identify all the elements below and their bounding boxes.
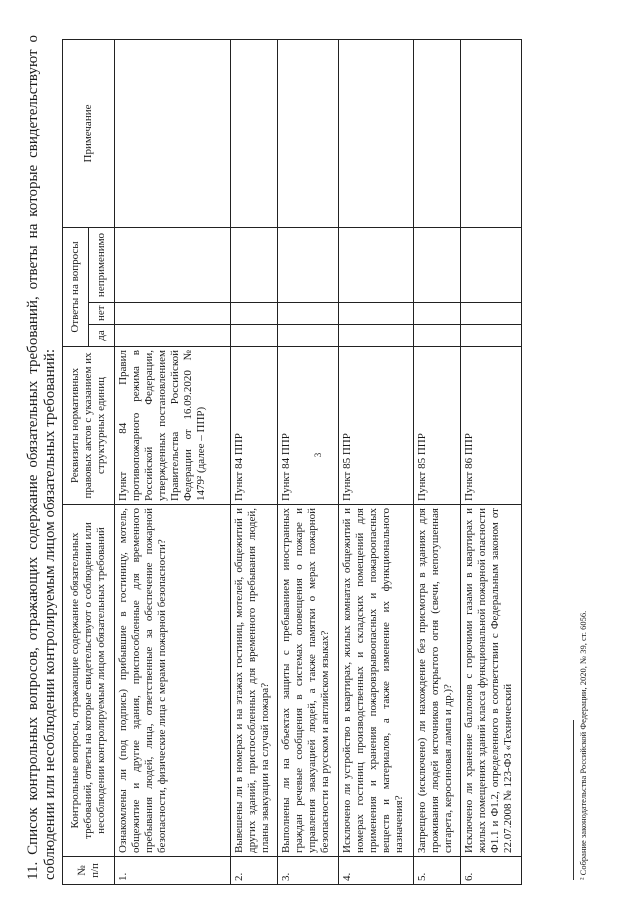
requisites-cell: Пункт 84 ППР — [277, 347, 338, 505]
page-number: 3 — [313, 452, 323, 458]
footnote-divider — [573, 720, 574, 880]
answer-no-cell[interactable] — [230, 303, 277, 325]
header-question: Контрольные вопросы, отражающие содержание обязательных требований, ответы на которые свидетельствуют о соблюдении или несоблюдении контролируемым лицом обязательных требований — [63, 505, 115, 857]
answer-yes-cell[interactable] — [277, 325, 338, 347]
answer-yes-cell[interactable] — [413, 325, 460, 347]
row-number: 1. — [115, 857, 231, 885]
table-row — [338, 40, 413, 885]
header-note: Примечание — [63, 40, 115, 228]
answer-yes-cell[interactable] — [338, 325, 413, 347]
note-cell[interactable] — [230, 40, 277, 228]
row-number: 2. — [230, 857, 277, 885]
requisites-cell: Пункт 85 ППР — [413, 347, 460, 505]
requisites-cell: Пункт 84 ППР — [230, 347, 277, 505]
question-cell: Вывешены ли в номерах и на этажах гостиниц, мотелей, общежитий и других зданий, приспособленных для временного пребывания людей, планы эвакуации на случай пожара? — [230, 505, 277, 857]
answer-no-cell[interactable] — [460, 303, 521, 325]
header-na: неприменимо — [89, 228, 115, 303]
answer-na-cell[interactable] — [230, 228, 277, 303]
question-cell: Запрещено (исключено) ли нахождение без присмотра в зданиях для проживания людей источников открытого огня (свечи, непотушенная сигарета, керосиновая лампа и др.)? — [413, 505, 460, 857]
row-number: 5. — [413, 857, 460, 885]
footnote: ² Собрание законодательства Российской Федерации, 2020, № 39, ст. 6056. — [578, 610, 588, 880]
answer-na-cell[interactable] — [115, 228, 231, 303]
note-cell[interactable] — [460, 40, 521, 228]
header-row — [63, 40, 89, 885]
requisites-cell: Пункт 86 ППР — [460, 347, 521, 505]
answer-yes-cell[interactable] — [460, 325, 521, 347]
note-cell[interactable] — [413, 40, 460, 228]
answer-na-cell[interactable] — [338, 228, 413, 303]
table-row — [115, 40, 231, 885]
checklist-table — [62, 39, 522, 885]
answer-no-cell[interactable] — [115, 303, 231, 325]
answer-na-cell[interactable] — [413, 228, 460, 303]
header-num: № п/п — [63, 857, 115, 885]
header-requisites: Реквизиты нормативных правовых актов с указанием их структурных единиц — [63, 347, 115, 505]
requisites-cell: Пункт 85 ППР — [338, 347, 413, 505]
table-row — [230, 40, 277, 885]
row-number: 3. — [277, 857, 338, 885]
header-answers: Ответы на вопросы — [63, 228, 89, 347]
table-row — [460, 40, 521, 885]
note-cell[interactable] — [338, 40, 413, 228]
row-number: 4. — [338, 857, 413, 885]
header-yes: да — [89, 325, 115, 347]
requisites-cell: Пункт 84 Правил противопожарного режима в Российской Федерации, утвержденных постановлением Правительства Российской Федерации от 16.09.2020 № 1479² (далее – ППР) — [115, 347, 231, 505]
answer-no-cell[interactable] — [277, 303, 338, 325]
answer-na-cell[interactable] — [277, 228, 338, 303]
answer-yes-cell[interactable] — [230, 325, 277, 347]
answer-no-cell[interactable] — [338, 303, 413, 325]
answer-na-cell[interactable] — [460, 228, 521, 303]
question-cell: Исключено ли устройство в квартирах, жилых комнатах общежитий и номерах гостиниц производственных и складских помещений для применения и хранения пожаровзрывоопасных и пожароопасных веществ и материалов, а также изменение их функционального назначения? — [338, 505, 413, 857]
section-heading: 11. Список контрольных вопросов, отражающих содержание обязательных требований, ответы на которые свидетельствуют о соблюдении или несоблюдении контролируемым лицом обязательных требований: — [25, 35, 58, 880]
question-cell: Выполнены ли на объектах защиты с пребыванием иностранных граждан речевые сообщения в системах оповещения о пожаре и управления эвакуацией людей, а также памятки о мерах пожарной безопасности на русском и английском языках? — [277, 505, 338, 857]
note-cell[interactable] — [115, 40, 231, 228]
answer-yes-cell[interactable] — [115, 325, 231, 347]
header-no: нет — [89, 303, 115, 325]
question-cell: Исключено ли хранение баллонов с горючими газами в квартирах и жилых помещениях зданий класса функциональной пожарной опасности Ф1.1 и Ф1.2, определенного в соответствии с Федеральным законом от 22.07.2008 № 123-ФЗ «Технический — [460, 505, 521, 857]
row-number: 6. — [460, 857, 521, 885]
question-cell: Ознакомлены ли (под подпись) прибывшие в гостиницу, мотель, общежитие и другие здания, приспособленные для временного пребывания людей, лица, ответственные за обеспечение пожарной безопасности, физические лица с мерами пожарной безопасности? — [115, 505, 231, 857]
table-row — [413, 40, 460, 885]
answer-no-cell[interactable] — [413, 303, 460, 325]
note-cell[interactable] — [277, 40, 338, 228]
rotated-content — [20, 15, 620, 890]
table-row — [277, 40, 338, 885]
